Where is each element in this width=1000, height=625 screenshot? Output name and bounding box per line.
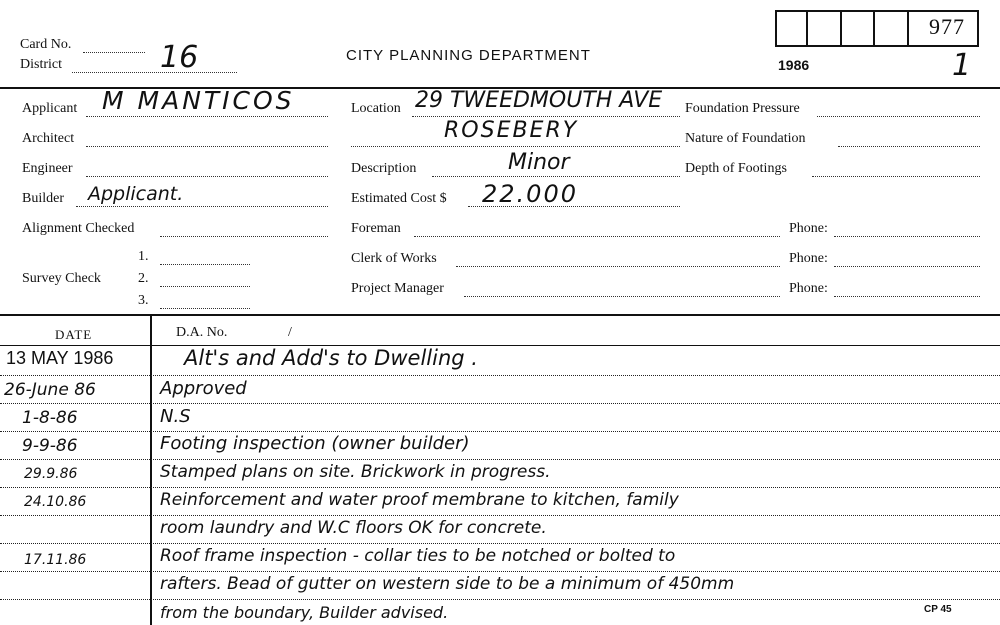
survey-label: Survey Check bbox=[22, 271, 101, 286]
foundation-pressure-field bbox=[817, 116, 980, 117]
card-number: 977 bbox=[929, 14, 965, 39]
applicant-field bbox=[86, 116, 328, 117]
location-value-2: ROSEBERY bbox=[444, 118, 579, 143]
log-row-rule bbox=[0, 403, 1000, 404]
log-header-rule bbox=[0, 345, 1000, 346]
foreman-phone-label: Phone: bbox=[789, 221, 828, 236]
builder-field bbox=[76, 206, 328, 207]
log-row-rule bbox=[0, 375, 1000, 376]
description-label: Description bbox=[351, 161, 417, 176]
survey-2-field bbox=[160, 286, 250, 287]
entry-text: Alt's and Add's to Dwelling . bbox=[184, 346, 478, 370]
depth-footings-field bbox=[812, 176, 980, 177]
entry-date: 26-June 86 bbox=[4, 380, 96, 400]
foreman-phone-field bbox=[834, 236, 980, 237]
survey-1-field bbox=[160, 264, 250, 265]
project-manager-label: Project Manager bbox=[351, 281, 444, 296]
foreman-field bbox=[414, 236, 780, 237]
architect-field bbox=[86, 146, 328, 147]
foundation-pressure-label: Foundation Pressure bbox=[685, 101, 800, 116]
box-divider bbox=[907, 10, 909, 45]
box-divider bbox=[873, 10, 875, 45]
log-row-rule bbox=[0, 515, 1000, 516]
location-field bbox=[412, 116, 680, 117]
district-value: 16 bbox=[160, 40, 199, 75]
engineer-field bbox=[86, 176, 328, 177]
district-field bbox=[72, 72, 237, 73]
form-code: CP 45 bbox=[924, 604, 952, 615]
entry-date: 9-9-86 bbox=[22, 436, 78, 456]
foreman-label: Foreman bbox=[351, 221, 401, 236]
builder-label: Builder bbox=[22, 191, 64, 206]
card-no-field bbox=[83, 52, 145, 53]
alignment-label: Alignment Checked bbox=[22, 221, 135, 236]
log-row-rule bbox=[0, 431, 1000, 432]
card-no-label: Card No. bbox=[20, 37, 72, 52]
entry-text: Footing inspection (owner builder) bbox=[160, 433, 470, 454]
entry-text: from the boundary, Builder advised. bbox=[160, 603, 449, 622]
entry-date: 29.9.86 bbox=[24, 466, 78, 482]
project-manager-field bbox=[464, 296, 780, 297]
cost-value: 22.000 bbox=[482, 180, 578, 208]
da-number-separator: / bbox=[288, 325, 292, 340]
entry-date: 1-8-86 bbox=[22, 408, 78, 428]
entry-text: Reinforcement and water proof membrane to kitchen, family bbox=[160, 490, 679, 510]
clerk-label: Clerk of Works bbox=[351, 251, 437, 266]
department-title: CITY PLANNING DEPARTMENT bbox=[346, 47, 591, 64]
description-field bbox=[432, 176, 680, 177]
cost-label: Estimated Cost $ bbox=[351, 191, 447, 206]
box-divider bbox=[806, 10, 808, 45]
depth-footings-label: Depth of Footings bbox=[685, 161, 787, 176]
applicant-label: Applicant bbox=[22, 101, 78, 116]
pm-phone-label: Phone: bbox=[789, 281, 828, 296]
nature-foundation-field bbox=[838, 146, 980, 147]
survey-1-label: 1. bbox=[138, 249, 149, 264]
alignment-field bbox=[160, 236, 328, 237]
entry-text: Approved bbox=[160, 378, 247, 399]
entry-date: 13 MAY 1986 bbox=[6, 348, 114, 368]
clerk-phone-field bbox=[834, 266, 980, 267]
entry-text: N.S bbox=[160, 406, 191, 427]
da-number-label: D.A. No. bbox=[176, 325, 228, 340]
pm-phone-field bbox=[834, 296, 980, 297]
sheet-number: 1 bbox=[952, 48, 972, 83]
survey-3-field bbox=[160, 308, 250, 309]
applicant-value: M MANTICOS bbox=[102, 86, 295, 115]
engineer-label: Engineer bbox=[22, 161, 73, 176]
entry-date: 17.11.86 bbox=[24, 552, 87, 568]
entry-text: rafters. Bead of gutter on western side to be a minimum of 450mm bbox=[160, 574, 735, 594]
district-label: District bbox=[20, 57, 62, 72]
entry-text: Roof frame inspection - collar ties to be notched or bolted to bbox=[160, 546, 676, 566]
log-row-rule bbox=[0, 543, 1000, 544]
entry-text: room laundry and W.C floors OK for concrete. bbox=[160, 518, 547, 538]
log-row-rule bbox=[0, 459, 1000, 460]
log-row-rule bbox=[0, 599, 1000, 600]
date-header: DATE bbox=[55, 327, 93, 342]
log-row-rule bbox=[0, 571, 1000, 572]
clerk-field bbox=[456, 266, 780, 267]
location-value: 29 TWEEDMOUTH AVE bbox=[415, 88, 663, 113]
year: 1986 bbox=[778, 57, 810, 73]
location-field-2 bbox=[351, 146, 680, 147]
box-divider bbox=[840, 10, 842, 45]
date-column-divider bbox=[150, 314, 152, 625]
survey-2-label: 2. bbox=[138, 271, 149, 286]
log-row-rule bbox=[0, 487, 1000, 488]
survey-3-label: 3. bbox=[138, 293, 149, 308]
builder-value: Applicant. bbox=[88, 183, 184, 205]
location-label: Location bbox=[351, 101, 401, 116]
nature-foundation-label: Nature of Foundation bbox=[685, 131, 806, 146]
clerk-phone-label: Phone: bbox=[789, 251, 828, 266]
description-value: Minor bbox=[508, 150, 570, 175]
entry-date: 24.10.86 bbox=[24, 494, 87, 510]
architect-label: Architect bbox=[22, 131, 75, 146]
entry-text: Stamped plans on site. Brickwork in progress. bbox=[160, 462, 551, 482]
